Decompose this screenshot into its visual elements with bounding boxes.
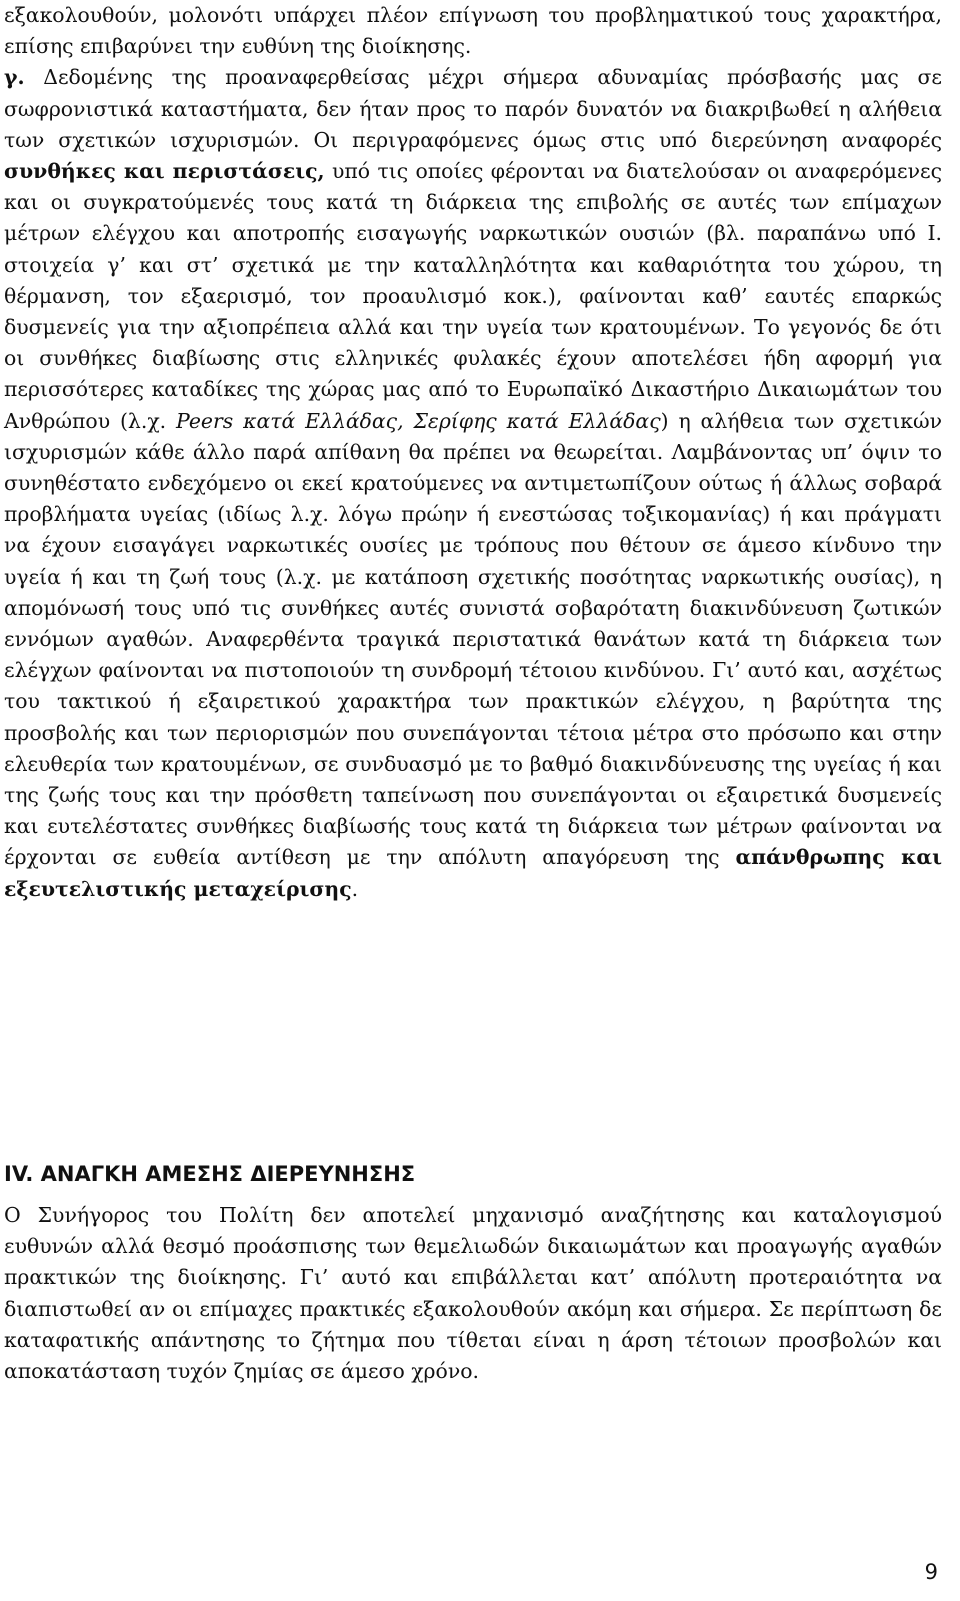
section-heading: IV. ΑΝΑΓΚΗ ΑΜΕΣΗΣ ΔΙΕΡΕΥΝΗΣΗΣ	[4, 1162, 416, 1186]
paragraph-text: υπό τις οποίες φέρονται να διατελούσαν οι αναφερόμενες και οι συγκρατούμενές τους κατά τη διάρκεια της επιβολής σε αυτές των επίμαχων μέτρων ελέγχου και αποτροπής εισαγωγής ναρκωτικών ουσιών (βλ. παραπάνω υπό Ι. στοιχεία γ’ και στ’ σχετικά με την καταλληλότητα και καθαριότητα του χώρου, τη θέρμανση, τον εξαερισμό, τον προαυλισμό κοκ.), φαίνονται καθ’ εαυτές επαρκώς δυσμενείς για την αξιοπρέπεια αλλά και την υγεία των κρατουμένων. Το γεγονός δε ότι οι συνθήκες διαβίωσης στις ελληνικές φυλακές έχουν αποτελέσει ήδη αφορμή για περισσότερες καταδίκες της χώρας μας από το Ευρωπαϊκό Δικαστήριο Δικαιωμάτων του Ανθρώπου (λ.χ.	[4, 159, 942, 433]
paragraph-text: Δεδομένης της προαναφερθείσας μέχρι σήμερα αδυναμίας πρόσβασής μας σε σωφρονιστικά καταστήματα, δεν ήταν προς το παρόν δυνατόν να διακριβωθεί η αλήθεια των σχετικών ισχυρισμών. Οι περιγραφόμενες όμως στις υπό διερεύνηση αναφορές	[4, 65, 942, 152]
page-number: 9	[924, 1560, 938, 1584]
case-citation: Peers κατά Ελλάδας, Σερίφης κατά Ελλάδας	[176, 408, 661, 433]
bold-phrase: απάνθρωπης και εξευτελιστικής μεταχείρισης	[4, 845, 942, 901]
paragraph-intro-text: εξακολουθούν, μολονότι υπάρχει πλέον επίγνωση του προβληματικού τους χαρακτήρα, επίσης επιβαρύνει την ευθύνη της διοίκησης.	[4, 3, 942, 59]
paragraph-main	[4, 0, 942, 905]
paragraph-section-iv: Ο Συνήγορος του Πολίτη δεν αποτελεί μηχανισμό αναζήτησης και καταλογισμού ευθυνών αλλά θεσμό προάσπισης των θεμελιωδών δικαιωμάτων και προαγωγής αγαθών πρακτικών της διοίκησης. Γι’ αυτό και επιβάλλεται κατ’ απόλυτη προτεραιότητα να διαπιστωθεί αν οι επίμαχες πρακτικές εξακολουθούν ακόμη και σήμερα. Σε περίπτωση δε καταφατικής απάντησης το ζήτημα που τίθεται είναι η άρση τέτοιων προσβολών και αποκατάσταση τυχόν ζημίας σε άμεσο χρόνο.	[4, 1203, 942, 1384]
bold-phrase: συνθήκες και περιστάσεις,	[4, 159, 325, 184]
paragraph-text: .	[351, 876, 359, 901]
paragraph-text: ) η αλήθεια των σχετικών ισχυρισμών κάθε άλλο παρά απίθανη θα πρέπει να θεωρείται. Λαμβάνοντας υπ’ όψιν το συνηθέστατο ενδεχόμενο οι εκεί κρατούμενες να αντιμετωπίζουν ούτως ή άλλως σοβαρά προβλήματα υγείας (ιδίως λ.χ. λόγω πρώην ή ενεστώσας τοξικομανίας) ή και πράγματι να έχουν εισαγάγει ναρκωτικές ουσίες με τρόπους που θέτουν σε άμεσο κίνδυνο την υγεία ή και τη ζωή τους (λ.χ. με κατάποση σχετικής ποσότητας ναρκωτικής ουσίας), η απομόνωσή τους υπό τις συνθήκες αυτές συνιστά σοβαρότατη διακινδύνευση ζωτικών εννόμων αγαθών. Αναφερθέντα τραγικά περιστατικά θανάτων κατά τη διάρκεια των ελέγχων φαίνονται να πιστοποιούν τη συνδρομή τέτοιου κινδύνου. Γι’ αυτό και, ασχέτως του τακτικού ή εξαιρετικού χαρακτήρα των πρακτικών ελέγχου, η βαρύτητα της προσβολής και των περιορισμών που συνεπάγονται τέτοια μέτρα στο πρόσωπο και στην ελευθερία των κρατουμένων, σε συνδυασμό με το βαθμό διακινδύνευσης της υγείας ή και της ζωής τους και την πρόσθετη ταπείνωση που συνεπάγονται οι εξαιρετικά δυσμενείς και ευτελέστατες συνθήκες διαβίωσής τους κατά τη διάρκεια των μέτρων φαίνονται να έρχονται σε ευθεία αντίθεση με την απόλυτη απαγόρευση της	[4, 408, 942, 870]
item-marker: γ.	[4, 65, 25, 90]
